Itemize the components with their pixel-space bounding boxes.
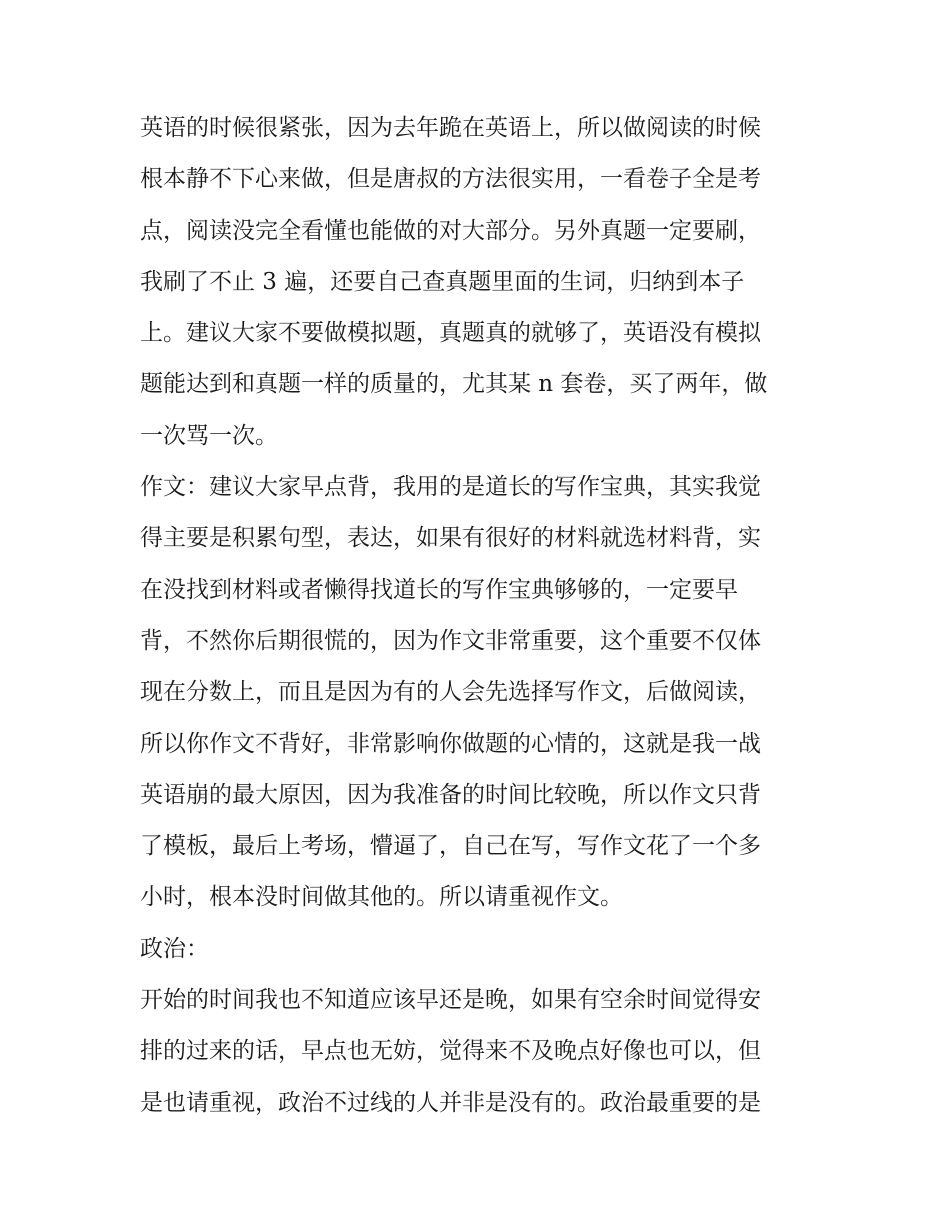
text-line: 小时，根本没时间做其他的。所以请重视作文。 (140, 884, 623, 911)
text-line: 题能达到和真题一样的质量的，尤其某 n 套卷，买了两年，做 (140, 371, 768, 398)
text-line: 点，阅读没完全看懂也能做的对大部分。另外真题一定要刷， (140, 217, 761, 244)
text-line: 英语的时候很紧张，因为去年跪在英语上，所以做阅读的时候 (140, 115, 761, 141)
text-line: 在没找到材料或者懒得找道长的写作宝典够够的，一定要早 (140, 576, 738, 603)
text-line: 根本静不下心来做，但是唐叔的方法很实用，一看卷子全是考 (140, 166, 761, 193)
text-line: 现在分数上，而且是因为有的人会先选择写作文，后做阅读， (140, 679, 761, 706)
text-line: 我刷了不止 3 遍，还要自己查真题里面的生词，归纳到本子 (140, 268, 745, 295)
text-line: 是也请重视，政治不过线的人并非是没有的。政治最重要的是 (140, 1089, 761, 1116)
text-line: 所以你作文不背好，非常影响你做题的心情的，这就是我一战 (140, 730, 761, 757)
text-line: 得主要是积累句型，表达，如果有很好的材料就选材料背，实 (140, 525, 761, 552)
text-line: 开始的时间我也不知道应该早还是晚，如果有空余时间觉得安 (140, 987, 761, 1014)
text-line: 了模板，最后上考场，懵逼了，自己在写，写作文花了一个多 (140, 833, 761, 860)
text-line: 一次骂一次。 (140, 422, 278, 449)
text-line: 上。建议大家不要做模拟题，真题真的就够了，英语没有模拟 (140, 320, 761, 347)
document-body (140, 103, 816, 1129)
text-line: 作文：建议大家早点背，我用的是道长的写作宝典，其实我觉 (140, 474, 761, 501)
text-line: 排的过来的话，早点也无妨，觉得来不及晚点好像也可以，但 (140, 1038, 761, 1065)
text-line: 背，不然你后期很慌的，因为作文非常重要，这个重要不仅体 (140, 627, 761, 654)
section-heading-politics: 政治： (140, 935, 209, 962)
text-line: 英语崩的最大原因，因为我准备的时间比较晚，所以作文只背 (140, 781, 761, 808)
